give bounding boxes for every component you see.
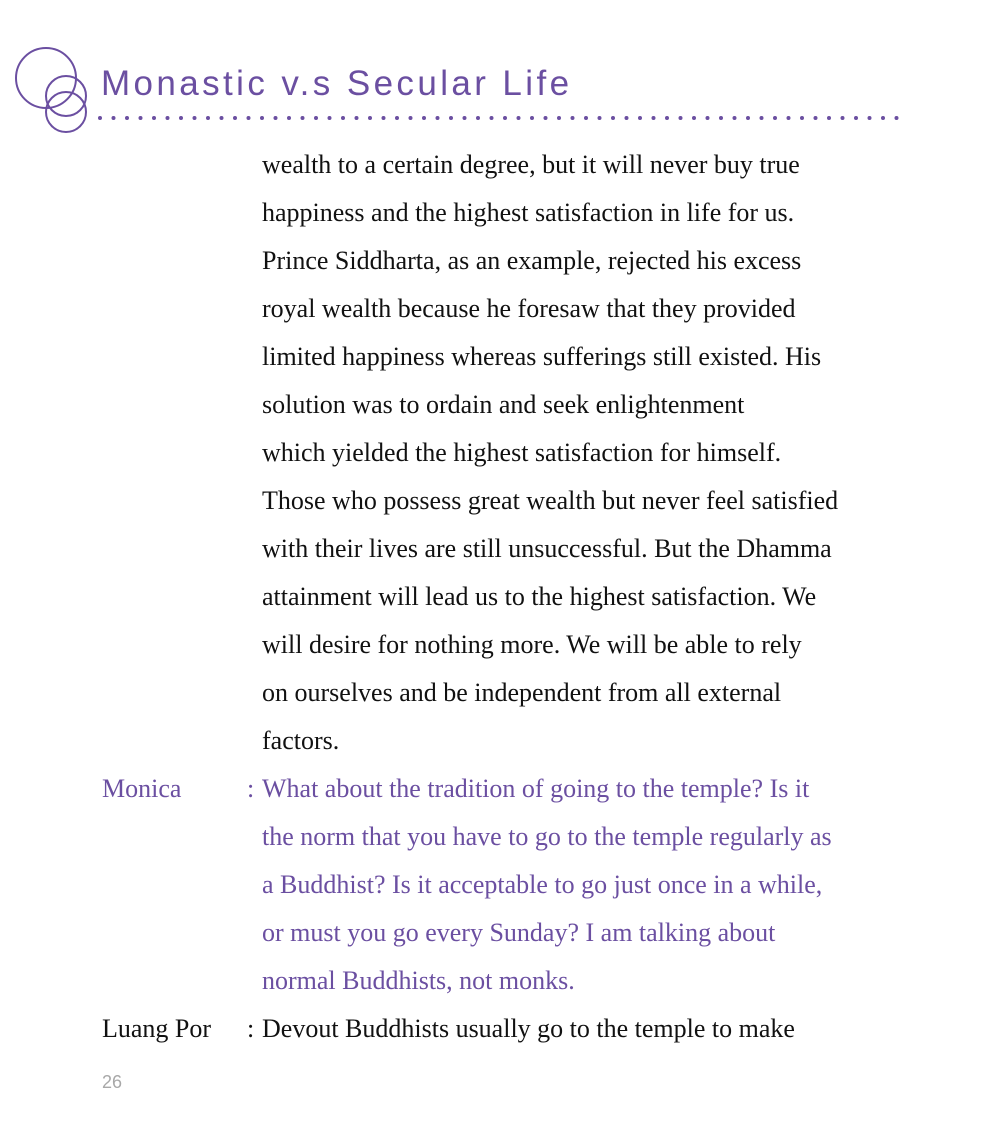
page-number: 26 [102, 1072, 123, 1092]
dotted-divider [96, 113, 906, 123]
question-line: normal Buddhists, not monks. [262, 966, 575, 995]
page-title: Monastic v.s Secular Life [101, 64, 573, 103]
circles-logo-icon [14, 40, 94, 136]
body-line: limited happiness whereas sufferings still existed. His [262, 342, 822, 371]
body-line: royal wealth because he foresaw that they provided [262, 294, 796, 323]
question-line: a Buddhist? Is it acceptable to go just once in a while, [262, 870, 823, 899]
body-line: factors. [262, 726, 340, 755]
speaker-name-luang-por: Luang Por [102, 1014, 212, 1043]
body-line: Those who possess great wealth but never feel satisfied [262, 486, 839, 515]
body-line: will desire for nothing more. We will be able to rely [262, 630, 802, 659]
speaker-separator: : [247, 774, 255, 803]
question-line: the norm that you have to go to the temple regularly as [262, 822, 832, 851]
body-line: wealth to a certain degree, but it will never buy true [262, 150, 800, 179]
body-line: Prince Siddharta, as an example, rejected his excess [262, 246, 802, 275]
body-line: happiness and the highest satisfaction in life for us. [262, 198, 795, 227]
question-line: What about the tradition of going to the temple? Is it [262, 774, 810, 803]
speaker-name-monica: Monica [102, 774, 182, 803]
body-line: on ourselves and be independent from all external [262, 678, 782, 707]
question-line: or must you go every Sunday? I am talking about [262, 918, 776, 947]
body-line: solution was to ordain and seek enlightenment [262, 390, 745, 419]
speaker-separator: : [247, 1014, 255, 1043]
body-line: with their lives are still unsuccessful. But the Dhamma [262, 534, 832, 563]
answer-line: Devout Buddhists usually go to the temple to make [262, 1014, 795, 1043]
body-line: which yielded the highest satisfaction for himself. [262, 438, 782, 467]
body-line: attainment will lead us to the highest satisfaction. We [262, 582, 817, 611]
